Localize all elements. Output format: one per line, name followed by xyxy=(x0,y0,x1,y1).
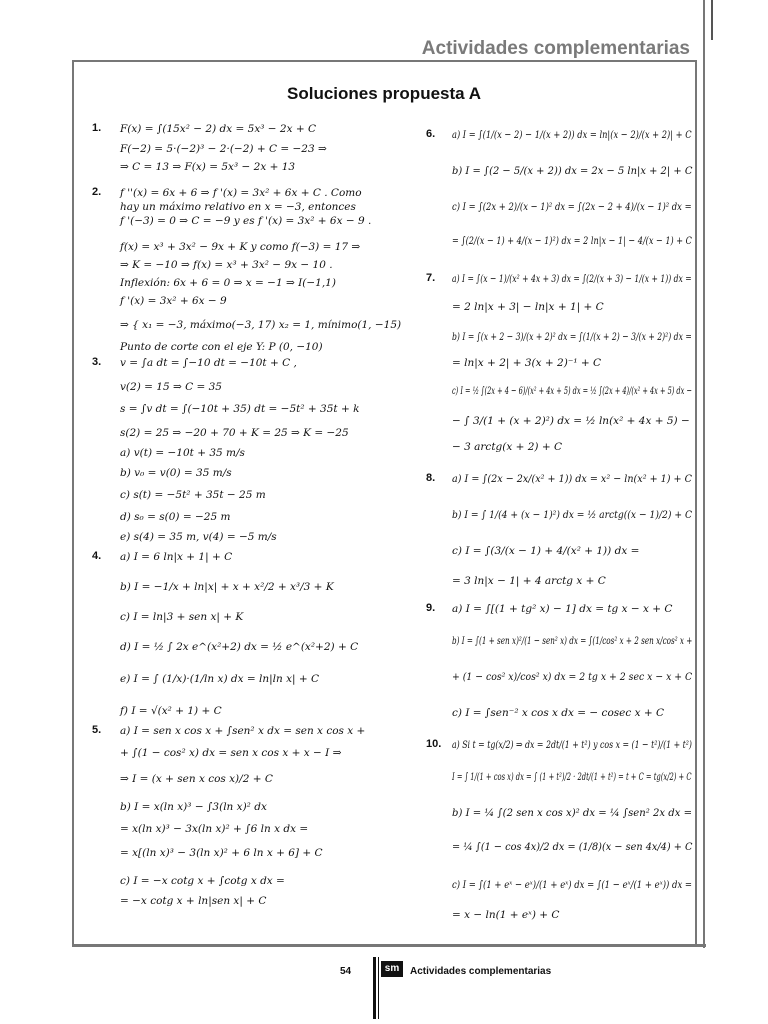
solution-line: − 3 arctg(x + 2) + C xyxy=(452,441,563,453)
page-number: 54 xyxy=(340,966,352,977)
solution-line: a) I = sen x cos x + ∫sen² x dx = sen x cos x + xyxy=(120,725,366,737)
solution-line: Punto de corte con el eje Y: P (0, −10) xyxy=(120,341,323,353)
page-title: Soluciones propuesta A xyxy=(287,84,481,103)
solution-line: s = ∫v dt = ∫(−10t + 35) dt = −5t² + 35t + k xyxy=(120,403,360,415)
solution-line: v = ∫a dt = ∫−10 dt = −10t + C , xyxy=(120,357,297,369)
solution-line: = ln|x + 2| + 3(x + 2)⁻¹ + C xyxy=(452,357,602,369)
solution-line: = 3 ln|x − 1| + 4 arctg x + C xyxy=(452,575,606,587)
problem-number: 10. xyxy=(426,738,442,750)
solution-line: f ''(x) = 6x + 6 ⇒ f '(x) = 3x² + 6x + C . Como xyxy=(120,187,362,199)
solution-line: = 2 ln|x + 3| − ln|x + 1| + C xyxy=(452,301,604,313)
footer-divider-thin xyxy=(378,957,379,1019)
solution-line: b) v₀ = v(0) = 35 m/s xyxy=(120,467,232,479)
solution-line: ⇒ I = (x + sen x cos x)/2 + C xyxy=(120,773,273,785)
solution-line: b) I = −1/x + ln|x| + x + x²/2 + x³/3 + K xyxy=(120,581,334,593)
solution-line: e) s(4) = 35 m, v(4) = −5 m/s xyxy=(120,531,277,543)
section-header: Actividades complementarias xyxy=(421,38,690,59)
solution-line: b) I = ∫(1 + sen x)²/(1 − sen² x) dx = ∫(1/cos² x + 2 sen x/cos² x + xyxy=(452,635,693,647)
solution-line: a) I = ∫(1/(x − 2) − 1/(x + 2)) dx = ln|(x − 2)/(x + 2)| + C xyxy=(452,129,692,141)
solution-line: F(x) = ∫(15x² − 2) dx = 5x³ − 2x + C xyxy=(120,123,317,135)
solution-line: c) I = ∫(2x + 2)/(x − 1)² dx = ∫(2x − 2 + 4)/(x − 1)² dx = xyxy=(452,201,692,213)
solution-line: c) I = −x cotg x + ∫cotg x dx = xyxy=(120,875,285,887)
solution-line: c) s(t) = −5t² + 35t − 25 m xyxy=(120,489,266,501)
problem-number: 4. xyxy=(92,550,102,562)
footer-divider xyxy=(373,957,376,1019)
solution-line: a) I = ∫[(1 + tg² x) − 1] dx = tg x − x + C xyxy=(452,603,673,615)
problem-number: 3. xyxy=(92,356,102,368)
solution-line: + ∫(1 − cos² x) dx = sen x cos x + x − I ⇒ xyxy=(120,747,342,759)
solution-line: ⇒ C = 13 ⇒ F(x) = 5x³ − 2x + 13 xyxy=(120,161,296,173)
solution-line: c) I = ∫(3/(x − 1) + 4/(x² + 1)) dx = xyxy=(452,545,640,557)
solution-line: f '(x) = 3x² + 6x − 9 xyxy=(120,295,227,307)
solution-line: a) I = ∫(2x − 2x/(x² + 1)) dx = x² − ln(x² + 1) + C xyxy=(452,473,692,485)
solution-line: F(−2) = 5·(−2)³ − 2·(−2) + C = −23 ⇒ xyxy=(120,143,327,155)
solution-line: ⇒ { x₁ = −3, máximo(−3, 17) x₂ = 1, mínimo(1, −15) xyxy=(120,319,402,331)
solution-line: c) I = ∫sen⁻² x cos x dx = − cosec x + C xyxy=(452,707,665,719)
solution-line: b) I = ∫(2 − 5/(x + 2)) dx = 2x − 5 ln|x + 2| + C xyxy=(452,165,693,177)
solution-line: c) I = ln|3 + sen x| + K xyxy=(120,611,244,623)
solution-line: = x(ln x)³ − 3x(ln x)² + ∫6 ln x dx = xyxy=(120,823,309,835)
frame-bottom-line xyxy=(72,944,706,947)
solution-line: f '(−3) = 0 ⇒ C = −9 y es f '(x) = 3x² + 6x − 9 . xyxy=(120,215,372,227)
solution-line: b) I = ∫(x + 2 − 3)/(x + 2)² dx = ∫(1/(x + 2) − 3/(x + 2)²) dx = xyxy=(452,331,692,343)
solution-line: b) I = ∫ 1/(4 + (x − 1)²) dx = ½ arctg((x − 1)/2) + C xyxy=(452,509,692,521)
solution-line: b) I = x(ln x)³ − ∫3(ln x)² dx xyxy=(120,801,267,813)
footer-text: Actividades complementarias xyxy=(410,966,552,977)
solution-line: I = ∫ 1/(1 + cos x) dx = ∫ (1 + t²)/2 · 2dt/(1 + t²) = t + C = tg(x/2) + C xyxy=(452,771,692,783)
problem-number: 1. xyxy=(92,122,102,134)
solution-line: d) s₀ = s(0) = −25 m xyxy=(120,511,231,523)
solution-line: = ∫(2/(x − 1) + 4/(x − 1)²) dx = 2 ln|x − 1| − 4/(x − 1) + C xyxy=(452,235,692,247)
problem-number: 7. xyxy=(426,272,436,284)
solution-line: c) I = ∫(1 + eˣ − eˣ)/(1 + eˣ) dx = ∫(1 − eˣ/(1 + eˣ)) dx = xyxy=(452,879,693,891)
solution-line: ⇒ K = −10 ⇒ f(x) = x³ + 3x² − 9x − 10 . xyxy=(120,259,333,271)
solution-line: = −x cotg x + ln|sen x| + C xyxy=(120,895,267,907)
problem-number: 9. xyxy=(426,602,436,614)
solution-line: c) I = ½ ∫(2x + 4 − 6)/(x² + 4x + 5) dx = ½ ∫(2x + 4)/(x² + 4x + 5) dx − xyxy=(452,385,692,397)
frame-top-line xyxy=(72,60,697,62)
solution-line: e) I = ∫ (1/x)·(1/ln x) dx = ln|ln x| + C xyxy=(120,673,320,685)
problem-number: 5. xyxy=(92,724,102,736)
solution-line: b) I = ¼ ∫(2 sen x cos x)² dx = ¼ ∫sen² 2x dx = xyxy=(452,807,693,819)
frame-right-outer-line xyxy=(703,0,705,948)
solution-line: f(x) = x³ + 3x² − 9x + K y como f(−3) = 17 ⇒ xyxy=(120,241,361,253)
solution-line: a) Si t = tg(x/2) ⇒ dx = 2dt/(1 + t²) y cos x = (1 − t²)/(1 + t²) xyxy=(452,739,692,751)
solution-line: = x[(ln x)³ − 3(ln x)² + 6 ln x + 6] + C xyxy=(120,847,323,859)
frame-right-line xyxy=(695,60,697,946)
problem-number: 6. xyxy=(426,128,436,140)
solution-line: d) I = ½ ∫ 2x e^(x²+2) dx = ½ e^(x²+2) + C xyxy=(120,641,359,653)
frame-left-line xyxy=(72,60,74,946)
problem-number: 2. xyxy=(92,186,102,198)
problem-number: 8. xyxy=(426,472,436,484)
solution-line: − ∫ 3/(1 + (x + 2)²) dx = ½ ln(x² + 4x + 5) − xyxy=(452,415,690,427)
solution-line: a) v(t) = −10t + 35 m/s xyxy=(120,447,245,459)
solution-line: v(2) = 15 ⇒ C = 35 xyxy=(120,381,222,393)
solution-line: = x − ln(1 + eˣ) + C xyxy=(452,909,560,921)
publisher-logo: sm xyxy=(381,961,403,977)
solution-line: hay un máximo relativo en x = −3, entonces xyxy=(120,201,356,213)
solution-line: a) I = 6 ln|x + 1| + C xyxy=(120,551,233,563)
solution-line: + (1 − cos² x)/cos² x) dx = 2 tg x + 2 sec x − x + C xyxy=(452,671,693,683)
solution-line: Inflexión: 6x + 6 = 0 ⇒ x = −1 ⇒ I(−1,1) xyxy=(120,277,336,289)
solution-line: a) I = ∫(x − 1)/(x² + 4x + 3) dx = ∫(2/(x + 3) − 1/(x + 1)) dx = xyxy=(452,273,692,285)
solution-line: f) I = √(x² + 1) + C xyxy=(120,705,222,717)
solution-line: s(2) = 25 ⇒ −20 + 70 + K = 25 ⇒ K = −25 xyxy=(120,427,349,439)
solution-line: = ¼ ∫(1 − cos 4x)/2 dx = (1/8)(x − sen 4x/4) + C xyxy=(452,841,693,853)
